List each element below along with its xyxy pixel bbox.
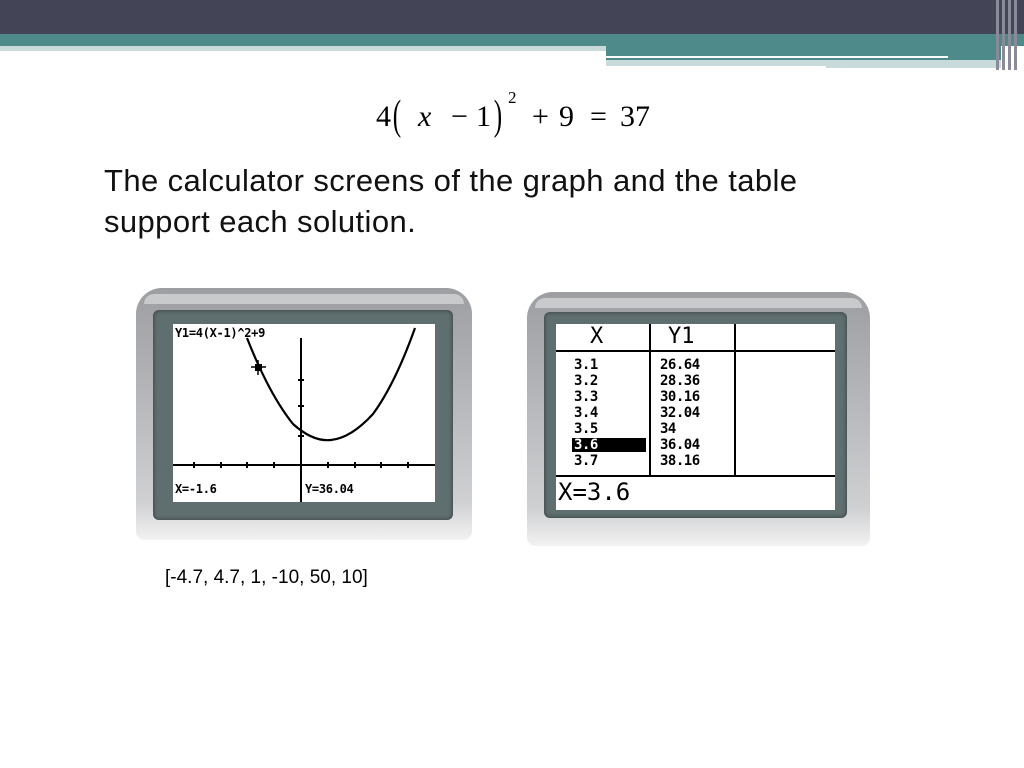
- graph-trace-cursor: [251, 360, 266, 375]
- table-screen: [556, 324, 835, 510]
- table-cell-y: 34: [660, 421, 676, 437]
- graph-parabola-curve: [247, 328, 415, 440]
- window-settings-caption: [-4.7, 4.7, 1, -10, 50, 10]: [165, 567, 368, 588]
- graph-calculator: [136, 288, 472, 540]
- graph-y-readout: Y=36.04: [305, 482, 354, 496]
- table-cell-y: 38.16: [660, 453, 700, 469]
- header-accent-stripe: [0, 34, 1024, 46]
- table-cell-x: 3.7: [574, 453, 598, 469]
- equation-equals: =: [590, 100, 607, 133]
- table-screen-bezel: [544, 312, 847, 518]
- table-cell-y: 36.04: [660, 437, 700, 453]
- graph-screen-bezel: [153, 310, 453, 520]
- body-text: The calculator screens of the graph and the table support each solution.: [104, 163, 798, 239]
- table-bottom-readout: X=3.6: [558, 478, 631, 506]
- equation-variable: x: [418, 100, 432, 133]
- table-cell-x: 3.5: [574, 421, 598, 437]
- graph-x-readout: X=-1.6: [175, 482, 217, 496]
- equation-one: 1: [476, 100, 491, 133]
- table-cell-y: 26.64: [660, 357, 700, 373]
- table-cell-y: 28.36: [660, 373, 700, 389]
- table-cell-x: 3.3: [574, 389, 598, 405]
- equation-open-paren: (: [392, 93, 402, 139]
- table-header-x: X: [590, 324, 604, 349]
- equation-minus: −: [451, 100, 468, 133]
- header-divider-line: [606, 56, 948, 58]
- table-calculator: [527, 292, 870, 546]
- header-vertical-bars: [994, 0, 1024, 70]
- equation-rhs: 37: [620, 100, 650, 133]
- graph-plot: [173, 324, 435, 502]
- table-header-y1: Y1: [668, 324, 695, 349]
- graph-function-label: Y1=4(X-1)^2+9: [175, 326, 266, 340]
- table-cell-x-selected: 3.6: [572, 438, 646, 452]
- equation-coefficient: 4: [376, 100, 391, 133]
- header-bar: [0, 0, 1024, 34]
- header-divider-line: [606, 66, 826, 68]
- table-cell-x: 3.1: [574, 357, 598, 373]
- table-cell-x: 3.2: [574, 373, 598, 389]
- table-cell-y: 30.16: [660, 389, 700, 405]
- equation: [376, 88, 676, 148]
- equation-exponent: 2: [508, 88, 517, 107]
- table-cell-x: 3.4: [574, 405, 598, 421]
- equation-close-paren: ): [493, 93, 503, 139]
- graph-screen: [173, 324, 435, 502]
- equation-plus: +: [532, 100, 549, 133]
- equation-nine: 9: [559, 100, 574, 133]
- table-cell-y: 32.04: [660, 405, 700, 421]
